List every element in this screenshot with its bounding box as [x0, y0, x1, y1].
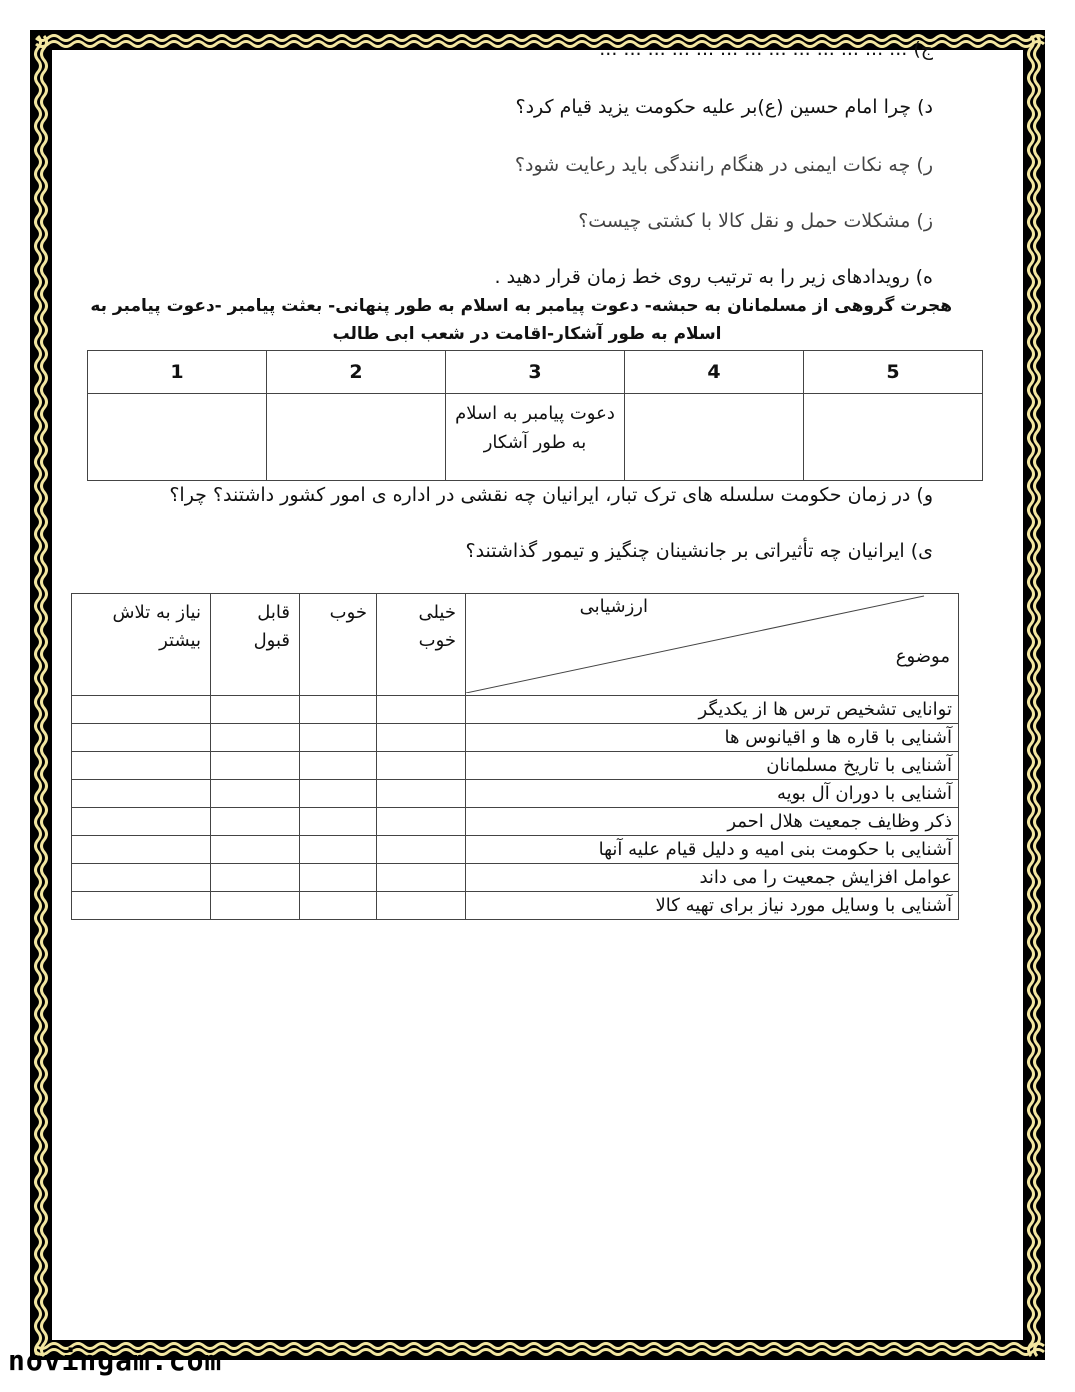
corner-label-evaluation: ارزشیابی: [579, 596, 648, 617]
cut-off-question: ج) ... ... ... ... ... ... ... ... ... ... ... ... ...: [599, 38, 933, 60]
diagonal-line: [466, 594, 966, 693]
timeline-cell-3: [446, 394, 625, 481]
wave-strand: [42, 36, 47, 1356]
row-topic: آشنایی با وسایل مورد نیاز برای تهیه کالا: [466, 892, 959, 920]
row-topic: توانایی تشخیص ترس ها از یکدیگر: [466, 696, 959, 724]
evaluation-row: [72, 864, 959, 892]
timeline-cell-3-text: دعوت پیامبر به اسلام به طور آشکار: [455, 403, 615, 453]
site-watermark: novingam.com: [8, 1344, 223, 1377]
row-topic: عوامل افزایش جمعیت را می داند: [466, 864, 959, 892]
timeline-header-5: 5: [804, 351, 983, 394]
row-topic: آشنایی با حکومت بنی امیه و دلیل قیام علیه آنها: [466, 836, 959, 864]
question-r: ر) چه نکات ایمنی در هنگام رانندگی باید رعایت شود؟: [514, 154, 933, 176]
col-header-good: خوب: [300, 594, 377, 696]
timeline-cell-4[interactable]: [625, 394, 804, 481]
timeline-header-3: 3: [446, 351, 625, 394]
evaluation-row: [72, 808, 959, 836]
corner-header: [466, 594, 959, 696]
question-v: و) در زمان حکومت سلسله های ترک تبار، ایرانیان چه نقشی در اداره ی امور کشور داشتند؟ چرا؟: [169, 484, 933, 506]
evaluation-table: [71, 593, 959, 920]
worksheet-page: [52, 38, 1023, 1340]
evaluation-row: [72, 724, 959, 752]
row-topic: ذکر وظایف جمعیت هلال احمر: [466, 808, 959, 836]
evaluation-row: [72, 696, 959, 724]
row-topic: آشنایی با قاره ها و اقیانوس ها: [466, 724, 959, 752]
timeline-cell-2[interactable]: [267, 394, 446, 481]
timeline-cell-5[interactable]: [804, 394, 983, 481]
events-list-line-1: هجرت گروهی از مسلمانان به حبشه- دعوت پیامبر به اسلام به طور پنهانی- بعثت پیامبر -دعوت پیامبر به: [90, 296, 952, 316]
col-header-needs-effort: نیاز به تلاش بیشتر: [72, 594, 211, 696]
question-h: ه) رویدادهای زیر را به ترتیب روی خط زمان قرار دهید .: [494, 266, 933, 288]
timeline-cell-1[interactable]: [88, 394, 267, 481]
timeline-table: [87, 350, 983, 481]
question-y: ی) ایرانیان چه تأثیراتی بر جانشینان چنگیز و تیمور گذاشتند؟: [465, 540, 933, 562]
col-header-very-good: خیلی خوب: [377, 594, 466, 696]
corner-label-topic: موضوع: [895, 646, 950, 667]
evaluation-row: [72, 836, 959, 864]
evaluation-row: [72, 780, 959, 808]
timeline-header-4: 4: [625, 351, 804, 394]
timeline-header-2: 2: [267, 351, 446, 394]
row-topic: آشنایی با دوران آل بویه: [466, 780, 959, 808]
question-z: ز) مشکلات حمل و نقل کالا با کشتی چیست؟: [578, 210, 933, 232]
wave-strand: [36, 36, 41, 1356]
wave-strand: [1029, 36, 1034, 1356]
timeline-header-1: 1: [88, 351, 267, 394]
evaluation-row: [72, 752, 959, 780]
question-d: د) چرا امام حسین (ع)بر علیه حکومت یزید قیام کرد؟: [515, 96, 933, 118]
evaluation-row: [72, 892, 959, 920]
col-header-acceptable: قابل قبول: [211, 594, 300, 696]
row-topic: آشنایی با تاریخ مسلمانان: [466, 752, 959, 780]
events-list-line-2: اسلام به طور آشکار-اقامت در شعب ابی طالب: [332, 324, 722, 344]
wave-strand: [1035, 36, 1040, 1356]
